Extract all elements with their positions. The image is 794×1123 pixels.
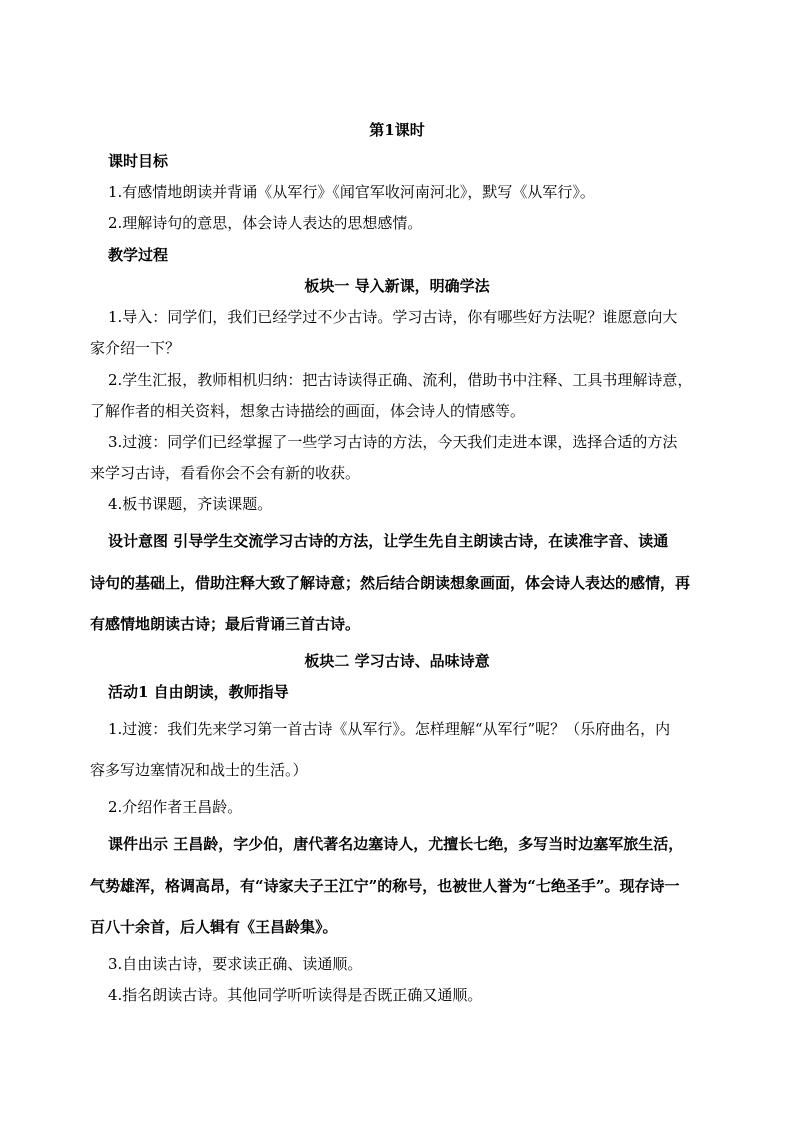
block1-line: 4.板书课题，齐读课题。 xyxy=(108,495,273,513)
activity-heading: 活动1 自由朗读，教师指导 xyxy=(108,683,289,701)
block1-line: 2.学生汇报，教师相机归纳：把古诗读得正确、流利，借助书中注释、工具书理解诗意， xyxy=(108,371,693,389)
courseware-line: 气势雄浑，格调高昂，有“诗家夫子王江宁”的称号，也被世人誉为“七绝圣手”。现存诗一 xyxy=(90,877,680,895)
courseware-line: 课件出示 王昌龄，字少伯，唐代著名边塞诗人，尤擅长七绝，多写当时边塞军旅生活， xyxy=(108,835,684,853)
objectives-heading: 课时目标 xyxy=(108,152,169,170)
block1-line: 1.导入：同学们，我们已经学过不少古诗。学习古诗，你有哪些好方法呢？谁愿意向大 xyxy=(108,308,678,326)
block1-line: 家介绍一下？ xyxy=(90,339,181,357)
block1-title: 板块一 导入新课，明确学法 xyxy=(304,277,490,295)
block2-line: 2.介绍作者王昌龄。 xyxy=(108,798,243,816)
block2-title: 板块二 学习古诗、品味诗意 xyxy=(304,652,490,670)
block2-line: 容多写边塞情况和战士的生活。） xyxy=(90,761,308,779)
block1-line: 了解作者的相关资料，想象古诗描绘的画面，体会诗人的情感等。 xyxy=(90,402,526,420)
block2-line: 4.指名朗读古诗。其他同学听听读得是否既正确又通顺。 xyxy=(108,986,483,1004)
block1-line: 3.过渡：同学们已经掌握了一些学习古诗的方法，今天我们走进本课，选择合适的方法 xyxy=(108,433,678,451)
courseware-line: 百八十余首，后人辑有《王昌龄集》。 xyxy=(90,918,338,936)
lesson-title: 第1课时 xyxy=(369,121,425,139)
process-heading: 教学过程 xyxy=(108,246,169,264)
design-intent-line: 设计意图 引导学生交流学习古诗的方法，让学生先自主朗读古诗，在读准字音、读通 xyxy=(108,532,669,550)
objective-item: 2.理解诗句的意思，体会诗人表达的思想感情。 xyxy=(108,214,423,232)
design-intent-line: 有感情地朗读古诗；最后背诵三首古诗。 xyxy=(90,615,361,633)
block2-line: 1.过渡：我们先来学习第一首古诗《从军行》。怎样理解“从军行”呢？（乐府曲名，内 xyxy=(108,720,671,738)
block1-line: 来学习古诗，看看你会不会有新的收获。 xyxy=(90,464,361,482)
objective-item: 1.有感情地朗读并背诵《从军行》《闻官军收河南河北》，默写《从军行》。 xyxy=(108,183,595,201)
design-intent-line: 诗句的基础上，借助注释大致了解诗意；然后结合朗读想象画面，体会诗人表达的感情，再 xyxy=(90,574,691,592)
block2-line: 3.自由读古诗，要求读正确、读通顺。 xyxy=(108,955,363,973)
